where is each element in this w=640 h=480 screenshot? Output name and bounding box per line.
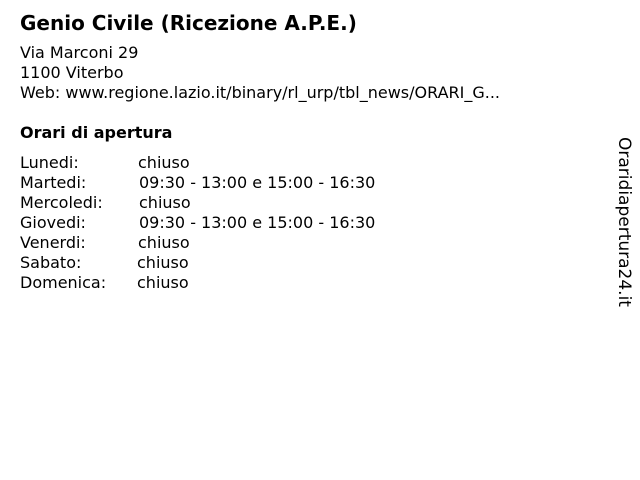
day-hours: 09:30 - 13:00 e 15:00 - 16:30 (139, 213, 376, 232)
street-address: Via Marconi 29 (20, 43, 139, 62)
day-label: Giovedi: (20, 213, 86, 232)
address-block (20, 43, 500, 103)
opening-hours-heading: Orari di apertura (20, 123, 173, 142)
day-label: Sabato: (20, 253, 82, 272)
day-hours: chiuso (138, 153, 190, 172)
day-hours: chiuso (137, 253, 189, 272)
website-link[interactable]: Web: www.regione.lazio.it/binary/rl_urp/tbl_news/ORARI_G... (20, 83, 501, 102)
day-label: Domenica: (20, 273, 107, 292)
day-label: Venerdi: (20, 233, 86, 252)
day-hours: chiuso (137, 273, 189, 292)
page-title: Genio Civile (Ricezione A.P.E.) (20, 11, 357, 35)
day-label: Lunedi: (20, 153, 79, 172)
day-label: Mercoledi: (20, 193, 103, 212)
site-brand-vertical: Oraridiapertura24.it (614, 137, 634, 307)
day-hours: 09:30 - 13:00 e 15:00 - 16:30 (139, 173, 376, 192)
day-label: Martedi: (20, 173, 87, 192)
day-hours: chiuso (139, 193, 191, 212)
day-hours: chiuso (138, 233, 190, 252)
city-line: 1100 Viterbo (20, 63, 124, 82)
